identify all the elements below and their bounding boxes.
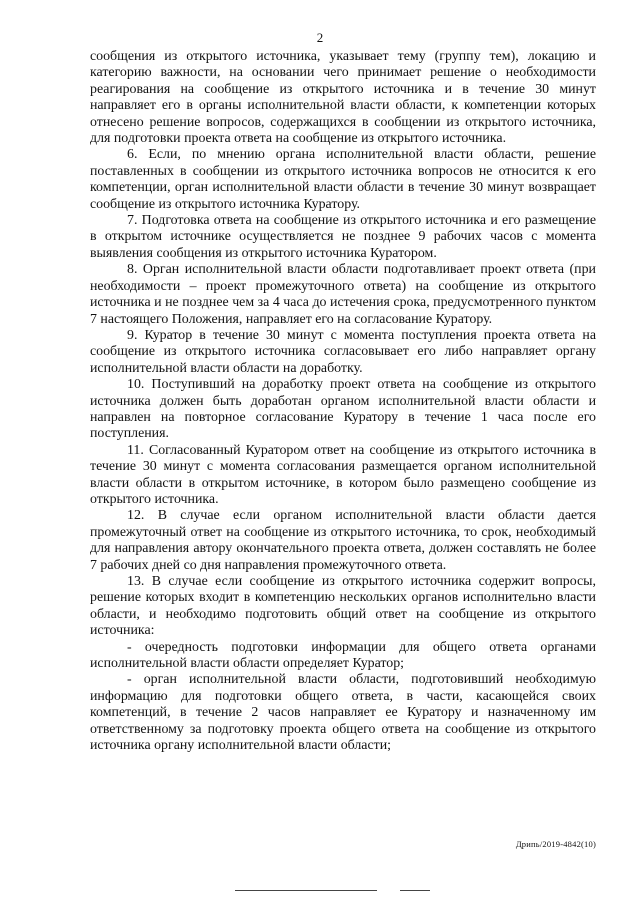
document-body — [90, 49, 596, 754]
paragraph-9: 9. Куратор в течение 30 минут с момента поступления проекта ответа на сообщение из открытого источника согласовывает его либо направляет органу исполнительной власти области на доработку. — [90, 327, 596, 376]
paragraph-13: 13. В случае если сообщение из открытого источника содержит вопросы, решение которых входит в компетенцию нескольких органов исполнительно власти области, и необходимо подготовить общий ответ на сообщение из открытого источника: — [90, 574, 596, 639]
paragraph-7: 7. Подготовка ответа на сообщение из открытого источника и его размещение в открытом источнике осуществляется не позднее 9 рабочих часов с момента выявления сообщения из открытого источника Куратором. — [90, 213, 596, 261]
document-code: Дрипь/2019-4842(10) — [515, 839, 596, 849]
paragraph-10: 10. Поступивший на доработку проект ответа на сообщение из открытого источника должен быть доработан органом исполнительной власти области и направлен на повторное согласование Куратору в течение 1 часа после его поступления. — [90, 377, 596, 442]
paragraph-6: 6. Если, по мнению органа исполнительной власти области, решение поставленных в сообщении из открытого источника вопросов не относится к его компетенции, орган исполнительной власти области в течение 30 минут возвращает сообщение из открытого источника Куратору. — [90, 147, 596, 212]
footer-rule-left — [235, 890, 377, 891]
paragraph-continuation: сообщения из открытого источника, указывает тему (группу тем), локацию и категорию важности, на основании чего принимает решение о необходимости реагирования на сообщение из открытого источника и в течение 30 минут направляет его в органы исполнительной власти области, к компетенции которых отнесено решение вопросов, содержащихся в сообщении из открытого источника, для подготовки проекта ответа на сообщение из открытого источника. — [90, 49, 596, 147]
list-item-order: - очередность подготовки информации для общего ответа органами исполнительной власти области определяет Куратор; — [90, 639, 596, 672]
paragraph-12: 12. В случае если органом исполнительной власти области дается промежуточный ответ на сообщение из открытого источника, то срок, необходимый для направления автору окончательного проекта ответа, должен составлять не более 7 рабочих дней со дня направления промежуточного ответа. — [90, 508, 596, 573]
page-number: 2 — [316, 30, 324, 45]
list-item-agency: - орган исполнительной власти области, подготовивший необходимую информацию для подготовки общего ответа, в части, касающейся своих компетенций, в течение 2 часов направляет ее Куратору и назначенному им ответственному за подготовку проекта общего ответа на сообщение из открытого источника органу исполнительной власти области; — [90, 672, 596, 754]
paragraph-11: 11. Согласованный Куратором ответ на сообщение из открытого источника в течение 30 минут с момента согласования размещается органом исполнительной власти области в открытом источнике, в котором было размещено сообщение из открытого источника. — [90, 442, 596, 507]
footer-rule-right — [400, 890, 430, 891]
paragraph-8: 8. Орган исполнительной власти области подготавливает проект ответа (при необходимости – проект промежуточного ответа) на сообщение из открытого источника и не позднее чем за 4 часа до истечения срока, предусмотренного пунктом 7 настоящего Положения, направляет его на согласование Куратору. — [90, 262, 596, 327]
